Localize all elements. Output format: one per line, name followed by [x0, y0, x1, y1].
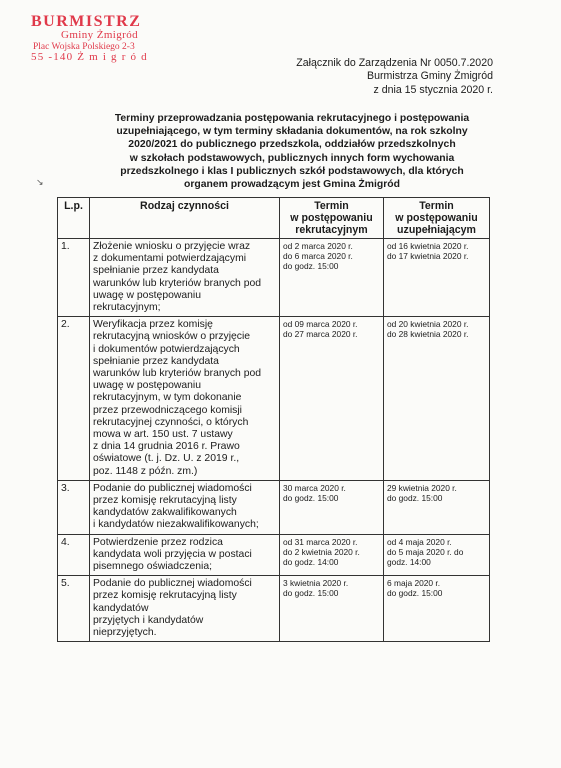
row-number-line: 2.	[61, 319, 70, 331]
row-recruitment-term	[280, 239, 384, 317]
schedule-table	[57, 197, 490, 642]
title-line-1: Terminy przeprowadzania postępowania rekrutacyjnego i postępowania	[114, 113, 470, 124]
title-line-5: przedszkolnego i klas I publicznych szkół podstawowych, dla których	[120, 165, 464, 177]
row-activity-line: rekrutacyjnej czynności, o których	[93, 416, 249, 428]
row-activity	[90, 576, 280, 642]
row-activity-line: z dnia 14 grudnia 2016 r. Prawo	[93, 441, 240, 453]
title-line-3: 2020/2021 do publicznego przedszkola, oddziałów przedszkolnych	[128, 139, 456, 151]
row-supplementary-term-line: od 4 maja 2020 r.	[387, 536, 452, 547]
row-activity-line: rekrutacyjną wniosków o przyjęcie	[93, 331, 251, 343]
row-number	[58, 239, 90, 317]
row-recruitment-term-line: do godz. 15:00	[283, 261, 339, 272]
stamp-postcode: 55 -140 Ż m i g r ó d	[31, 51, 148, 64]
table-row	[58, 576, 490, 642]
row-activity-line: pisemnego oświadczenia;	[93, 561, 212, 573]
header-activity: Rodzaj czynności	[90, 198, 280, 239]
row-activity-line: mowa w art. 150 ust. 7 ustawy	[93, 429, 233, 441]
row-activity-line: z dokumentami potwierdzającymi	[93, 253, 247, 265]
row-recruitment-term-line: do godz. 14:00	[283, 557, 339, 568]
title-line-6: organem prowadzącym jest Gmina Żmigród	[184, 179, 400, 191]
row-activity-line: rekrutacyjnym;	[93, 302, 161, 314]
row-activity	[90, 239, 280, 317]
row-activity-line: Potwierdzenie przez rodzica	[93, 536, 223, 548]
stamp-municipality: Gminy Żmigród	[61, 29, 139, 42]
row-number-line: 3.	[61, 482, 70, 494]
row-recruitment-term-line: do godz. 15:00	[283, 493, 339, 504]
row-activity-line: uwagę w postępowaniu	[93, 289, 202, 301]
row-activity-line: przez przewodniczącego komisji	[93, 404, 242, 416]
header-supplementary-line: uzupełniającym	[397, 224, 476, 236]
row-supplementary-term-line: od 16 kwietnia 2020 r.	[387, 241, 469, 251]
row-activity-line: kandydatów zakwalifikowanych	[93, 507, 237, 519]
row-activity-line: i dokumentów potwierdzających	[93, 343, 240, 355]
row-number	[58, 480, 90, 534]
table-body	[58, 239, 490, 642]
row-recruitment-term-line: od 31 marca 2020 r.	[283, 536, 358, 547]
row-recruitment-term-line: od 2 marca 2020 r.	[283, 241, 353, 251]
header-recruitment-line: w postępowaniu	[290, 212, 373, 224]
row-activity-line: przez komisję rekrutacyjną listy	[93, 495, 237, 507]
header-supplementary-line: Termin	[419, 200, 454, 212]
row-activity-line: przez komisję rekrutacyjną listy	[93, 590, 237, 602]
row-activity-line: Weryfikacja przez komisję	[93, 319, 213, 331]
pen-mark: ↘	[36, 177, 44, 187]
row-recruitment-term	[280, 576, 384, 642]
row-activity-line: rekrutacyjnym, w tym dokonanie	[93, 392, 242, 404]
header-lp: L.p.	[58, 198, 90, 239]
row-number-line: 1.	[61, 241, 70, 252]
row-number-line: 5.	[61, 578, 70, 590]
row-activity	[90, 317, 280, 481]
row-activity-line: warunków lub kryteriów branych pod	[93, 368, 262, 380]
row-activity	[90, 534, 280, 576]
row-recruitment-term-line: 3 kwietnia 2020 r.	[283, 578, 349, 589]
annex-reference	[296, 57, 493, 97]
annex-line-2: Burmistrza Gminy Żmigród	[367, 70, 493, 83]
row-number	[58, 576, 90, 642]
row-supplementary-term-line: do 17 kwietnia 2020 r.	[387, 251, 469, 262]
row-supplementary-term-line: do godz. 15:00	[387, 588, 443, 599]
row-number-line: 4.	[61, 536, 70, 548]
row-activity-line: spełnianie przez kandydata	[93, 355, 219, 367]
row-supplementary-term-line: do 28 kwietnia 2020 r.	[387, 329, 469, 340]
table-row	[58, 317, 490, 481]
row-activity-line: Złożenie wniosku o przyjęcie wraz	[93, 241, 251, 252]
row-recruitment-term	[280, 317, 384, 481]
row-supplementary-term-line: 29 kwietnia 2020 r.	[387, 482, 457, 493]
row-activity-line: uwagę w postępowaniu	[93, 380, 202, 392]
row-activity	[90, 480, 280, 534]
title-line-2: uzupełniającego, w tym terminy składania dokumentów, na rok szkolny	[116, 126, 468, 138]
row-supplementary-term-line: do 5 maja 2020 r. do	[387, 546, 464, 557]
row-supplementary-term-line: od 20 kwietnia 2020 r.	[387, 319, 469, 330]
row-recruitment-term	[280, 534, 384, 576]
row-activity-line: kandydatów	[93, 602, 149, 614]
row-activity-line: spełnianie przez kandydata	[93, 265, 219, 277]
annex-line-1: Załącznik do Zarządzenia Nr 0050.7.2020	[296, 57, 493, 69]
table-row	[58, 534, 490, 576]
row-recruitment-term	[280, 480, 384, 534]
mayor-stamp	[31, 13, 161, 64]
row-supplementary-term-line: do godz. 15:00	[387, 493, 443, 504]
stamp-street: Plac Wojska Polskiego 2-3	[33, 42, 135, 53]
stamp-title: BURMISTRZ	[31, 13, 142, 30]
row-supplementary-term	[384, 239, 490, 317]
header-recruitment-line: Termin	[314, 200, 349, 212]
row-number	[58, 534, 90, 576]
document-title	[62, 112, 522, 191]
row-activity-line: kandydata woli przyjęcia w postaci	[93, 548, 252, 560]
annex-line-3: z dnia 15 stycznia 2020 r.	[373, 83, 493, 96]
row-activity-line: poz. 1148 z późn. zm.)	[93, 465, 198, 477]
row-activity-line: warunków lub kryteriów branych pod	[93, 277, 262, 289]
row-number	[58, 317, 90, 481]
header-recruitment-line: rekrutacyjnym	[295, 224, 368, 236]
row-supplementary-term-line: godz. 14:00	[387, 557, 431, 568]
row-recruitment-term-line: do 2 kwietnia 2020 r.	[283, 546, 360, 557]
title-line-4: w szkołach podstawowych, publicznych innych form wychowania	[129, 152, 455, 164]
header-supplementary-line: w postępowaniu	[395, 212, 478, 224]
row-recruitment-term-line: do 27 marca 2020 r.	[283, 329, 358, 340]
row-activity-line: Podanie do publicznej wiadomości	[93, 578, 252, 590]
row-supplementary-term	[384, 317, 490, 481]
row-activity-line: oświatowe (t. j. Dz. U. z 2019 r.,	[93, 453, 240, 465]
table-header-row	[58, 198, 490, 239]
table-row	[58, 239, 490, 317]
header-recruitment	[280, 198, 384, 239]
row-recruitment-term-line: 30 marca 2020 r.	[283, 482, 346, 493]
header-supplementary	[384, 198, 490, 239]
row-recruitment-term-line: do godz. 15:00	[283, 588, 339, 599]
row-supplementary-term	[384, 534, 490, 576]
row-recruitment-term-line: od 09 marca 2020 r.	[283, 319, 358, 330]
row-activity-line: przyjętych i kandydatów	[93, 614, 204, 626]
row-activity-line: nieprzyjętych.	[93, 627, 157, 639]
row-supplementary-term-line: 6 maja 2020 r.	[387, 578, 441, 589]
row-recruitment-term-line: do 6 marca 2020 r.	[283, 251, 353, 262]
row-activity-line: Podanie do publicznej wiadomości	[93, 482, 252, 494]
table-row	[58, 480, 490, 534]
row-activity-line: i kandydatów niezakwalifikowanych;	[93, 519, 259, 531]
row-supplementary-term	[384, 576, 490, 642]
row-supplementary-term	[384, 480, 490, 534]
